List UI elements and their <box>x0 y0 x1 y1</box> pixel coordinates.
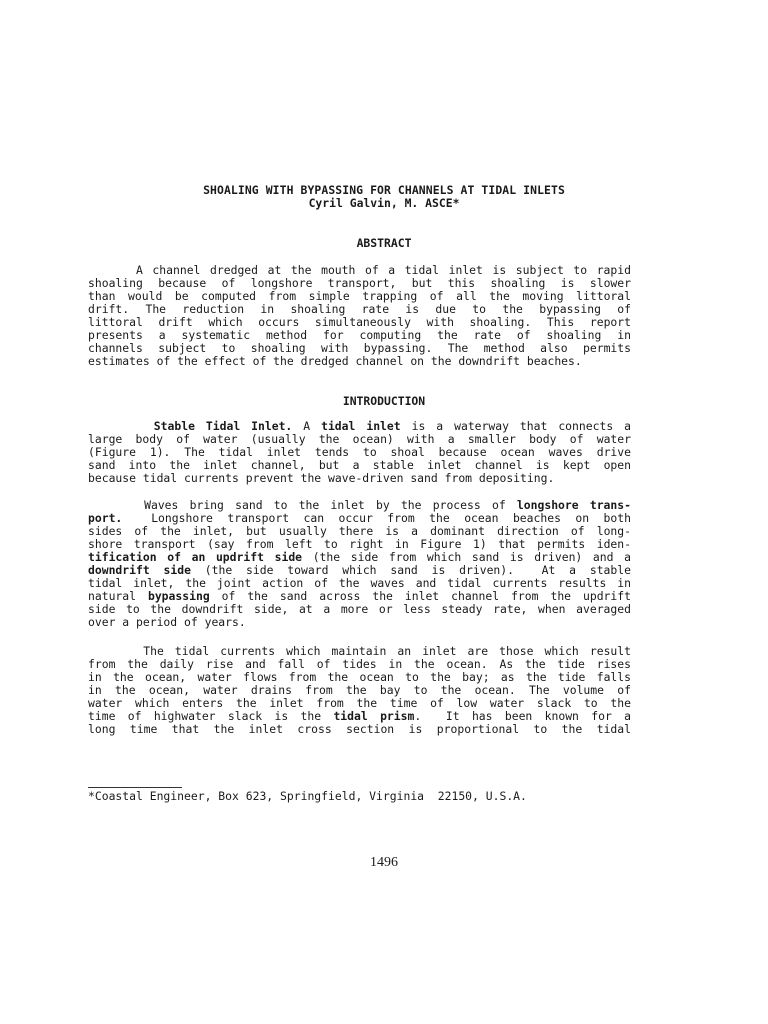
intro-paragraph-2 <box>88 499 631 629</box>
abstract-line: drift. The reduction in shoaling rate is due to the bypassing of <box>88 303 631 316</box>
page-number: 1496 <box>370 855 398 870</box>
intro-paragraph-3 <box>88 645 631 736</box>
defined-term: port. <box>88 512 123 525</box>
paragraph-line: from the daily rise and fall of tides in the ocean. As the tide rises <box>88 658 631 671</box>
text-run: natural <box>88 590 148 603</box>
paragraph-line: large body of water (usually the ocean) with a smaller body of water <box>88 433 631 446</box>
defined-term: updrift side <box>215 551 303 564</box>
text-run: (the side toward which sand is driven). At a stable <box>190 564 631 577</box>
abstract-line: presents a systematic method for computing the rate of shoaling in <box>88 329 631 342</box>
text-run: Longshore transport can occur from the ocean beaches on both <box>122 512 631 525</box>
text-run: Waves bring sand to the inlet by the process of <box>88 499 517 512</box>
paragraph-line: sides of the inlet, but usually there is a dominant direction of long- <box>88 525 631 538</box>
author-line: Cyril Galvin, M. ASCE* <box>308 196 460 210</box>
abstract-line: than would be computed from simple trapping of all the moving littoral <box>88 290 631 303</box>
abstract-line: shoaling because of longshore transport, but this shoaling is slower <box>88 277 631 290</box>
abstract-line: channels subject to shoaling with bypassing. The method also permits <box>88 342 631 355</box>
text-run: time of highwater slack is the <box>88 710 334 723</box>
paragraph-line <box>88 499 631 512</box>
paragraph-line: because tidal currents prevent the wave-driven sand from depositing. <box>88 472 555 485</box>
text-run: is a waterway that connects a <box>400 420 631 433</box>
defined-term: tification of an <box>88 551 216 564</box>
paragraph-line: shore transport (say from left to right in Figure 1) that permits iden- <box>88 538 631 551</box>
paragraph-line: in the ocean, water drains from the bay to the ocean. The volume of <box>88 684 631 697</box>
paragraph-line: water which enters the inlet from the time of low water slack to the <box>88 697 631 710</box>
abstract-line: A channel dredged at the mouth of a tidal inlet is subject to rapid <box>88 264 631 277</box>
paragraph-line <box>88 512 631 525</box>
paragraph-line <box>88 420 631 433</box>
run-in-heading: Stable Tidal Inlet. <box>153 420 293 433</box>
intro-paragraph-1 <box>88 420 631 485</box>
text-run: A <box>292 420 322 433</box>
paragraph-line: tidal inlet, the joint action of the waves and tidal currents results in <box>88 577 631 590</box>
paragraph-line <box>88 590 631 603</box>
text-run: (the side from which sand is driven) and a <box>302 551 631 564</box>
defined-term: tidal prism <box>333 710 415 723</box>
footnote: *Coastal Engineer, Box 623, Springfield, Virginia 22150, U.S.A. <box>88 789 527 803</box>
paragraph-line: in the ocean, water flows from the ocean to the bay; as the tide falls <box>88 671 631 684</box>
paragraph-line: The tidal currents which maintain an inlet are those which result <box>88 645 631 658</box>
abstract-line: estimates of the effect of the dredged channel on the downdrift beaches. <box>88 355 582 368</box>
abstract-heading: ABSTRACT <box>356 236 412 250</box>
paragraph-line <box>88 564 631 577</box>
abstract-line: littoral drift which occurs simultaneously with shoaling. This report <box>88 316 631 329</box>
defined-term: bypassing <box>147 590 210 603</box>
paragraph-line: long time that the inlet cross section is proportional to the tidal <box>88 723 631 736</box>
paragraph-line <box>88 551 631 564</box>
paragraph-line: side to the downdrift side, at a more or less steady rate, when averaged <box>88 603 631 616</box>
text-run: of the sand across the inlet channel from the updrift <box>209 590 631 603</box>
introduction-heading: INTRODUCTION <box>342 394 426 408</box>
text-run: . It has been known for a <box>414 710 631 723</box>
defined-term: longshore trans- <box>516 499 631 512</box>
defined-term: tidal inlet <box>321 420 401 433</box>
footnote-rule <box>88 787 182 788</box>
paragraph-line: over a period of years. <box>88 616 246 629</box>
abstract-paragraph <box>88 264 631 368</box>
paragraph-line: (Figure 1). The tidal inlet tends to shoal because ocean waves drive <box>88 446 631 459</box>
paper-title: SHOALING WITH BYPASSING FOR CHANNELS AT TIDAL INLETS <box>203 183 565 197</box>
paragraph-line <box>88 710 631 723</box>
paragraph-line: sand into the inlet channel, but a stable inlet channel is kept open <box>88 459 631 472</box>
defined-term: downdrift side <box>88 564 191 577</box>
